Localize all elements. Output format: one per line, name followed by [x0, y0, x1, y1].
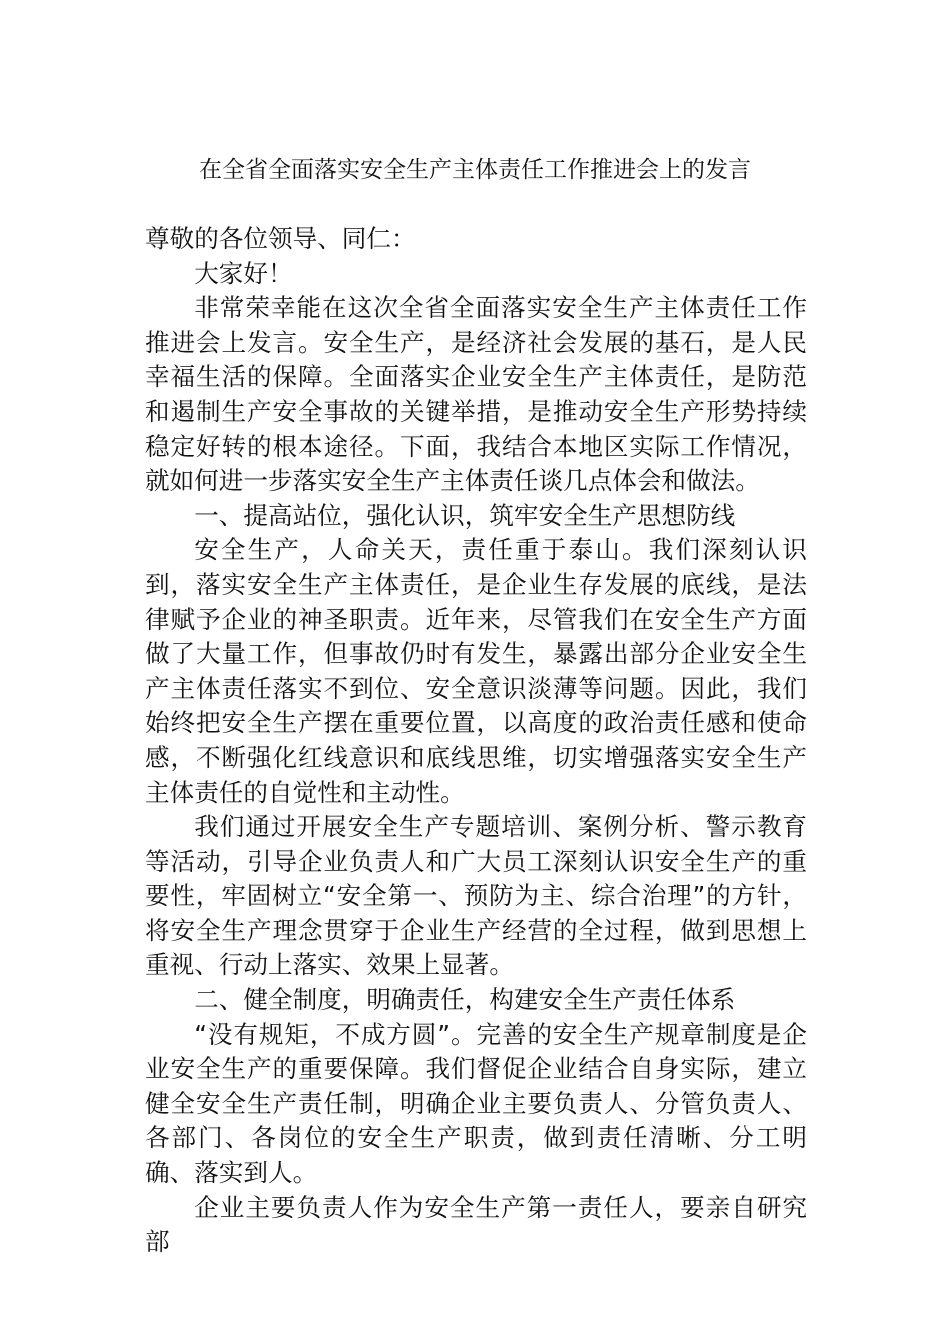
- paragraph: 安全生产，人命关天，责任重于泰山。我们深刻认识到，落实安全生产主体责任，是企业生存发展的底线，是法律赋予企业的神圣职责。近年来，尽管我们在安全生产方面做了大量工作，但事故仍时有发生，暴露出部分企业安全生产主体责任落实不到位、安全意识淡薄等问题。因此，我们始终把安全生产摆在重要位置，以高度的政治责任感和使命感，不断强化红线意识和底线思维，切实增强落实安全生产主体责任的自觉性和主动性。: [145, 535, 807, 807]
- greeting: 大家好！: [194, 258, 293, 288]
- document-title: 在全省全面落实安全生产主体责任工作推进会上的发言: [199, 157, 751, 183]
- paragraph-intro: 非常荣幸能在这次全省全面落实安全生产主体责任工作推进会上发言。安全生产，是经济社会发展的基石，是人民幸福生活的保障。全面落实企业安全生产主体责任，是防范和遏制生产安全事故的关键举措，是推动安全生产形势持续稳定好转的根本途径。下面，我结合本地区实际工作情况，就如何进一步落实安全生产主体责任谈几点体会和做法。: [145, 293, 807, 496]
- section-heading-2: 二、健全制度，明确责任，构建安全生产责任体系: [194, 985, 736, 1015]
- paragraph: 我们通过开展安全生产专题培训、案例分析、警示教育等活动，引导企业负责人和广大员工深刻认识安全生产的重要性，牢固树立“安全第一、预防为主、综合治理”的方针，将安全生产理念贯穿于企业生产经营的全过程，做到思想上重视、行动上落实、效果上显著。: [145, 812, 807, 980]
- document-body: [145, 222, 807, 1260]
- section-heading-1: 一、提高站位，强化认识，筑牢安全生产思想防线: [194, 500, 736, 530]
- paragraph: 企业主要负责人作为安全生产第一责任人，要亲自研究部: [145, 1192, 807, 1257]
- salutation: 尊敬的各位领导、同仁：: [145, 224, 416, 253]
- paragraph: “没有规矩，不成方圆”。完善的安全生产规章制度是企业安全生产的重要保障。我们督促企业结合自身实际，建立健全安全生产责任制，明确企业主要负责人、分管负责人、各部门、各岗位的安全生产职责，做到责任清晰、分工明确、落实到人。: [145, 1019, 807, 1188]
